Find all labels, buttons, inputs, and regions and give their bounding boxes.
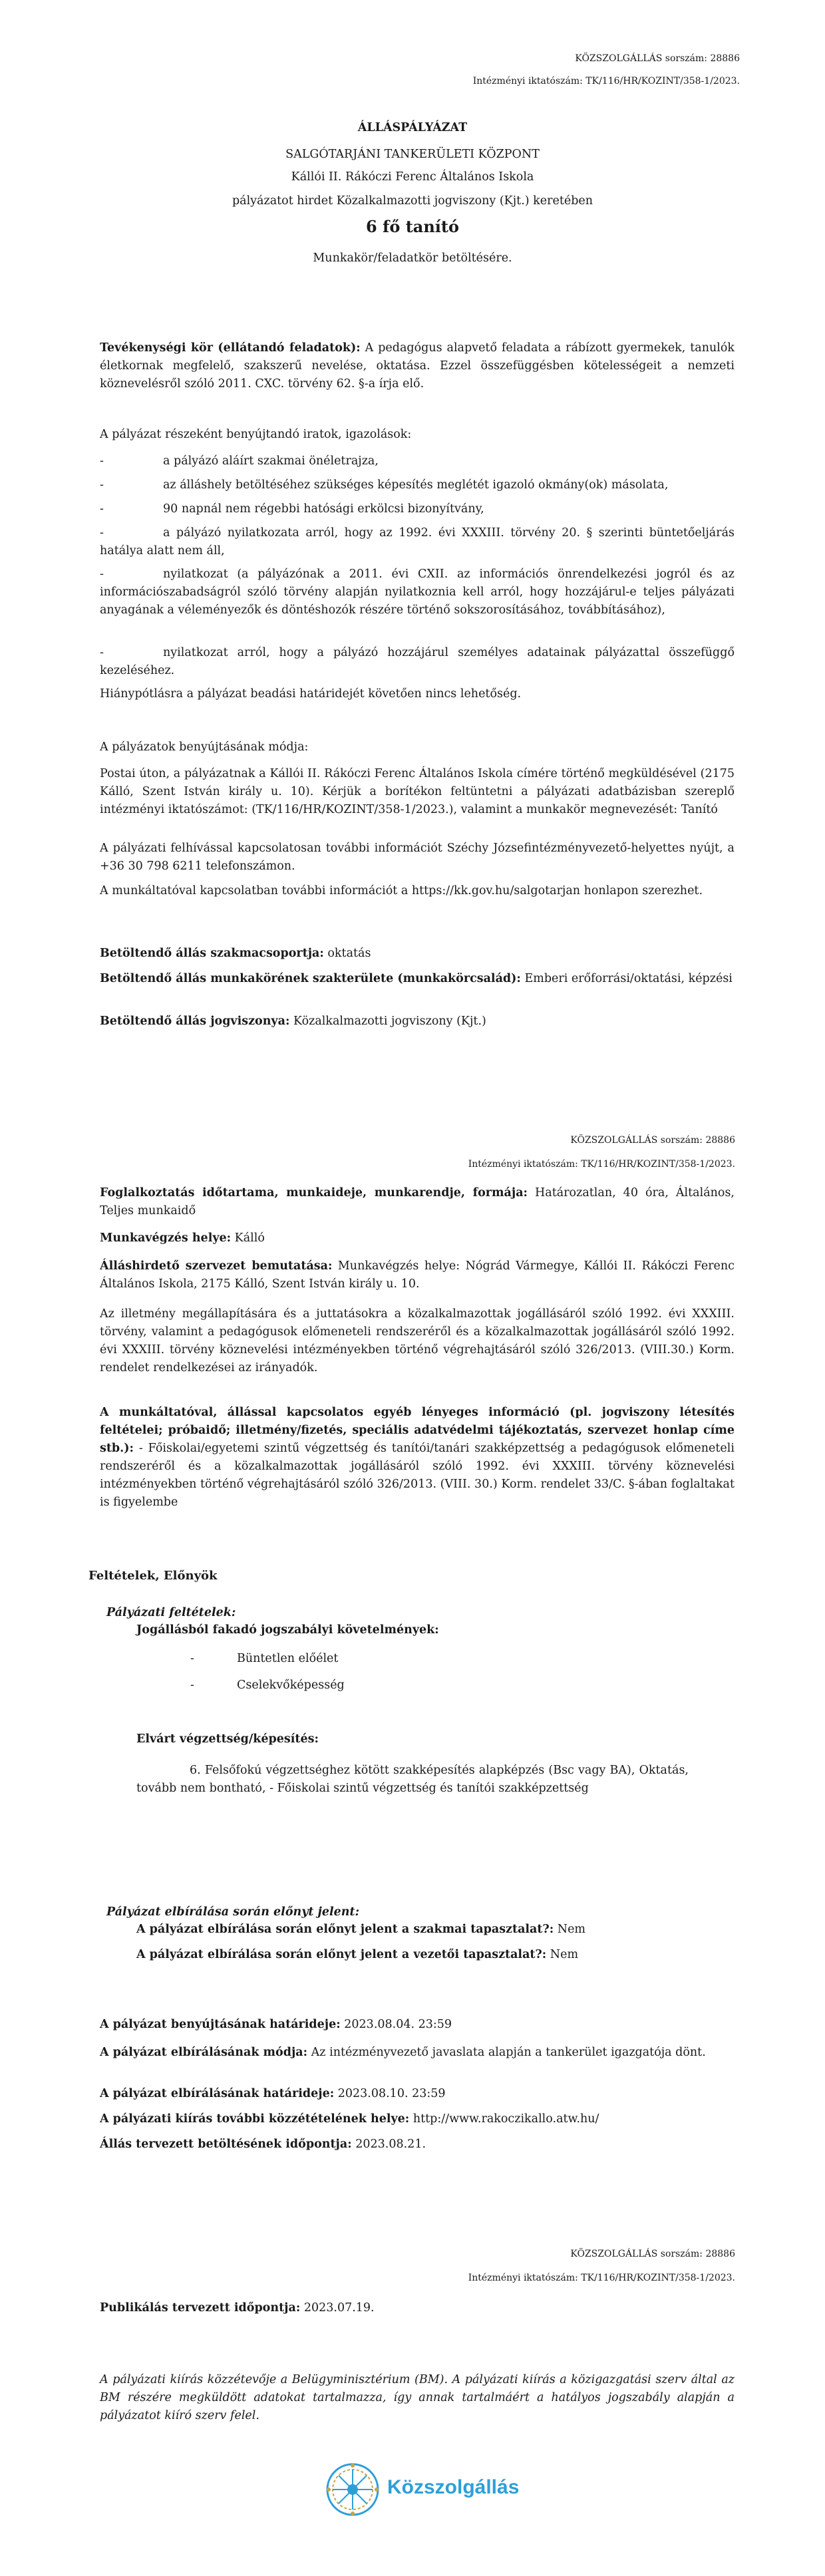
doc-item-text: a pályázó aláírt szakmai önéletrajza,	[163, 454, 379, 468]
deficiency-note: Hiánypótlásra a pályázat beadási határidejét követően nincs lehetőség.	[100, 687, 522, 701]
org-description	[100, 1257, 735, 1293]
submission-deadline	[100, 2016, 735, 2034]
field-value: 2023.08.21.	[351, 2138, 426, 2151]
page1-header-serial: KÖZSZOLGÁLLÁS sorszám: 28886	[575, 53, 740, 64]
employer-info: A munkáltatóval kapcsolatban további információt a https://kk.gov.hu/salgotarjan honlapon szerezhet.	[100, 884, 703, 897]
conditions-title: Feltételek, Előnyök	[88, 1569, 218, 1583]
field-value: Nem	[554, 1923, 586, 1936]
field-label: A pályázati kiírás további közzétételének helye:	[100, 2112, 410, 2126]
docs-intro: A pályázat részeként benyújtandó iratok, igazolások:	[100, 428, 412, 441]
field-value: Közalkalmazotti jogviszony (Kjt.)	[289, 1015, 486, 1028]
field-value: oktatás	[323, 947, 371, 960]
doc-item: - az álláshely betöltéséhez szükséges képesítés meglétét igazoló okmány(ok) másolata,	[100, 478, 669, 492]
field-legal-status	[100, 1013, 735, 1031]
publication-place	[100, 2110, 735, 2128]
doc-item-text: 90 napnál nem régebbi hatósági erkölcsi bizonyítvány,	[163, 502, 484, 516]
logo-text: Közszolgállás	[387, 2476, 520, 2498]
field-label: Betöltendő állás jogviszonya:	[100, 1015, 290, 1028]
education-text: 6. Felsőfokú végzettséghez kötött szakképesítés alapképzés (Bsc vagy BA), Oktatás, tovább nem bontható, - Főiskolai szintű végzettség és tanítói szakképzettség	[136, 1764, 689, 1795]
doc-item: - a pályázó nyilatkozata arról, hogy az 1992. évi XXXIII. törvény 20. § szerinti büntetőeljárás hatálya alatt nem áll,	[100, 526, 735, 558]
other-info	[100, 1404, 735, 1512]
field-label: A pályázat elbírálásának módja:	[100, 2046, 308, 2059]
doc-item: - a pályázó aláírt szakmai önéletrajza,	[100, 454, 379, 468]
planned-start	[100, 2136, 735, 2154]
field-value: http://www.rakoczikallo.atw.hu/	[409, 2112, 599, 2126]
field-job-area	[100, 970, 735, 988]
announcement-subline: pályázatot hirdet Közalkalmazotti jogviszony (Kjt.) keretében	[232, 194, 593, 208]
field-label: Munkavégzés helye:	[100, 1231, 232, 1245]
duties-label: Tevékenységi kör (ellátandó feladatok):	[100, 341, 361, 355]
salary-text: Az illetmény megállapítására és a juttatásokra a közalkalmazottak jogállásáról szóló 1992. évi XXXIII. törvény, valamint a pedagógusok előmeneteli rendszeréről és a közalkalmazottak jogállásáról szóló 1992. évi XXXIII. törvény köznevelési intézményekben történő végrehajtásáról szóló 326/2013. (VIII.30.) Korm. rendelet rendelkezései az irányadók.	[100, 1307, 735, 1374]
publication-date	[100, 2299, 735, 2317]
field-label: Publikálás tervezett időpontja:	[100, 2301, 301, 2315]
legal-item: - Büntetlen előélet	[190, 1652, 339, 1665]
doc-item: - nyilatkozat arról, hogy a pályázó hozzájárul személyes adatainak pályázattal összefüggő kezeléséhez.	[100, 646, 735, 677]
legal-item-text: Büntetlen előélet	[237, 1652, 339, 1665]
page2-header-filing: Intézményi iktatószám: TK/116/HR/KOZINT/358-1/2023.	[468, 1159, 735, 1170]
page3-header-filing: Intézményi iktatószám: TK/116/HR/KOZINT/358-1/2023.	[468, 2273, 735, 2283]
field-value: Nem	[546, 1948, 579, 1961]
doc-item: - nyilatkozat (a pályázónak a 2011. évi CXII. az információs önrendelkezési jogról és az információszabadságról szóló törvény alapján nyilatkoznia kell arról, hogy hozzájárul-e teljes pályázati anyagának a véleményezők és döntéshozók részére történő sokszorosításához, továbbításához),	[100, 567, 735, 617]
field-value: Munkavégzés helye: Nógrád Vármegye, Kállói II. Rákóczi Ferenc Általános Iskola, 2175 Kálló, Szent István király u. 10.	[100, 1259, 735, 1291]
page3-header-serial: KÖZSZOLGÁLLÁS sorszám: 28886	[570, 2249, 735, 2259]
education-title: Elvárt végzettség/képesítés:	[136, 1732, 319, 1746]
field-value: Határozatlan, 40 óra, Általános, Teljes munkaidő	[100, 1186, 735, 1217]
fill-note: Munkakör/feladatkör betöltésére.	[313, 251, 512, 265]
advantage-professional	[136, 1923, 585, 1936]
page1-header-filing: Intézményi iktatószám: TK/116/HR/KOZINT/358-1/2023.	[472, 76, 740, 86]
evaluation-deadline	[100, 2085, 735, 2103]
advantage-title: Pályázat elbírálása során előnyt jelent:	[106, 1905, 360, 1919]
info-text: A pályázati felhívással kapcsolatosan további információt Széchy Józsefintézményvezető-helyettes nyújt, a +36 30 798 6211 telefonszámon.	[100, 842, 735, 873]
legal-requirements-title: Jogállásból fakadó jogszabályi követelmények:	[136, 1623, 439, 1637]
doc-item: - 90 napnál nem régebbi hatósági erkölcsi bizonyítvány,	[100, 502, 484, 516]
field-value: 2023.07.19.	[300, 2301, 375, 2315]
page-title: ÁLLÁSPÁLYÁZAT	[357, 121, 468, 134]
doc-item-text: a pályázó nyilatkozata arról, hogy az 1992. évi XXXIII. törvény 20. § szerinti büntetőeljárás hatálya alatt nem áll,	[100, 526, 735, 558]
doc-item-text: nyilatkozat arról, hogy a pályázó hozzájárul személyes adatainak pályázattal összefüggő kezeléséhez.	[100, 646, 735, 677]
field-value: 2023.08.10. 23:59	[334, 2087, 446, 2100]
field-value: 2023.08.04. 23:59	[340, 2018, 452, 2031]
advantage-leadership	[136, 1948, 578, 1961]
work-place	[100, 1229, 735, 1247]
field-value: Az intézményvezető javaslata alapján a tankerület igazgatója dönt.	[307, 2046, 706, 2059]
field-value: Emberi erőforrási/oktatási, képzési	[520, 972, 733, 985]
field-label: A pályázat elbírálása során előnyt jelent a szakmai tapasztalat?:	[136, 1923, 554, 1936]
disclaimer: A pályázati kiírás közzétevője a Belügyminisztérium (BM). A pályázati kiírás a közigazgatási szerv által az BM részére megküldött adatokat tartalmazza, így annak tartalmáért a hatályos jogszabály alapján a pályázatot kiíró szerv felel.	[100, 2373, 735, 2422]
field-label: Betöltendő állás munkakörének szakterülete (munkakörcsalád):	[100, 972, 521, 985]
field-label: A pályázat benyújtásának határideje:	[100, 2018, 341, 2031]
field-label: A pályázat elbírálása során előnyt jelent a vezetői tapasztalat?:	[136, 1948, 547, 1961]
field-label: Állás tervezett betöltésének időpontja:	[100, 2138, 352, 2151]
field-label: Álláshirdető szervezet bemutatása:	[100, 1259, 333, 1273]
kozszolgallas-logo	[319, 2456, 519, 2523]
conditions-subtitle: Pályázati feltételek:	[106, 1606, 236, 1619]
duties-paragraph	[100, 339, 735, 393]
employment-terms	[100, 1184, 735, 1220]
field-label: Betöltendő állás szakmacsoportja:	[100, 947, 324, 960]
school-name: Kállói II. Rákóczi Ferenc Általános Iskola	[291, 170, 534, 184]
duties-text: A pedagógus alapvető feladata a rábízott gyermekek, tanulók életkornak megfelelő, szakszerű nevelése, oktatása. Ezzel összefüggésben kötelességeit a nemzeti köznevelésről szóló 2011. CXC. törvény 62. §-a írja elő.	[100, 341, 735, 391]
logo-emblem-icon	[319, 2456, 393, 2523]
doc-item-text: az álláshely betöltéséhez szükséges képesítés meglétét igazoló okmány(ok) másolata,	[163, 478, 669, 492]
position-title: 6 fő tanító	[365, 217, 460, 236]
legal-item-text: Cselekvőképesség	[237, 1679, 345, 1692]
field-label: A pályázat elbírálásának határideje:	[100, 2087, 335, 2100]
org-name: SALGÓTARJÁNI TANKERÜLETI KÖZPONT	[285, 148, 540, 161]
submit-intro: A pályázatok benyújtásának módja:	[100, 740, 309, 754]
doc-item-text: nyilatkozat (a pályázónak a 2011. évi CXII. az információs önrendelkezési jogról és az információszabadságról szóló törvény alapján nyilatkoznia kell arról, hogy hozzájárul-e teljes pályázati anyagának a véleményezők és döntéshozók részére történő sokszorosításához, továbbításához),	[100, 567, 735, 617]
legal-item: - Cselekvőképesség	[190, 1679, 345, 1692]
field-value: Kálló	[231, 1231, 265, 1245]
submit-text: Postai úton, a pályázatnak a Kállói II. Rákóczi Ferenc Általános Iskola címére történő megküldésével (2175 Kálló, Szent István király u. 10). Kérjük a borítékon feltüntetni a pályázati adatbázisban szereplő intézményi iktatószámot: (TK/116/HR/KOZINT/358-1/2023.), valamint a munkakör megnevezését: Tanító	[100, 767, 735, 816]
page2-header-serial: KÖZSZOLGÁLLÁS sorszám: 28886	[570, 1135, 735, 1146]
evaluation-method	[100, 2044, 735, 2062]
field-professional-group	[100, 945, 735, 963]
field-label: A munkáltatóval, állással kapcsolatos egyéb lényeges információ (pl. jogviszony létesítés feltételei; próbaidő; illetmény/fizetés, speciális adatvédelmi tájékoztatás, szervezet honlap címe stb.):	[100, 1406, 735, 1455]
field-value: - Főiskolai/egyetemi szintű végzettség és tanítói/tanári szakképzettség a pedagógusok előmeneteli rendszeréről és a közalkalmazottak jogállásáról szóló 1992. évi XXXIII. törvény köznevelési intézményekben történő végrehajtásáról szóló 326/2013. (VIII. 30.) Korm. rendelet 33/C. §-ában foglaltakat is figyelembe	[100, 1442, 735, 1509]
field-label: Foglalkoztatás időtartama, munkaideje, munkarendje, formája:	[100, 1186, 528, 1200]
